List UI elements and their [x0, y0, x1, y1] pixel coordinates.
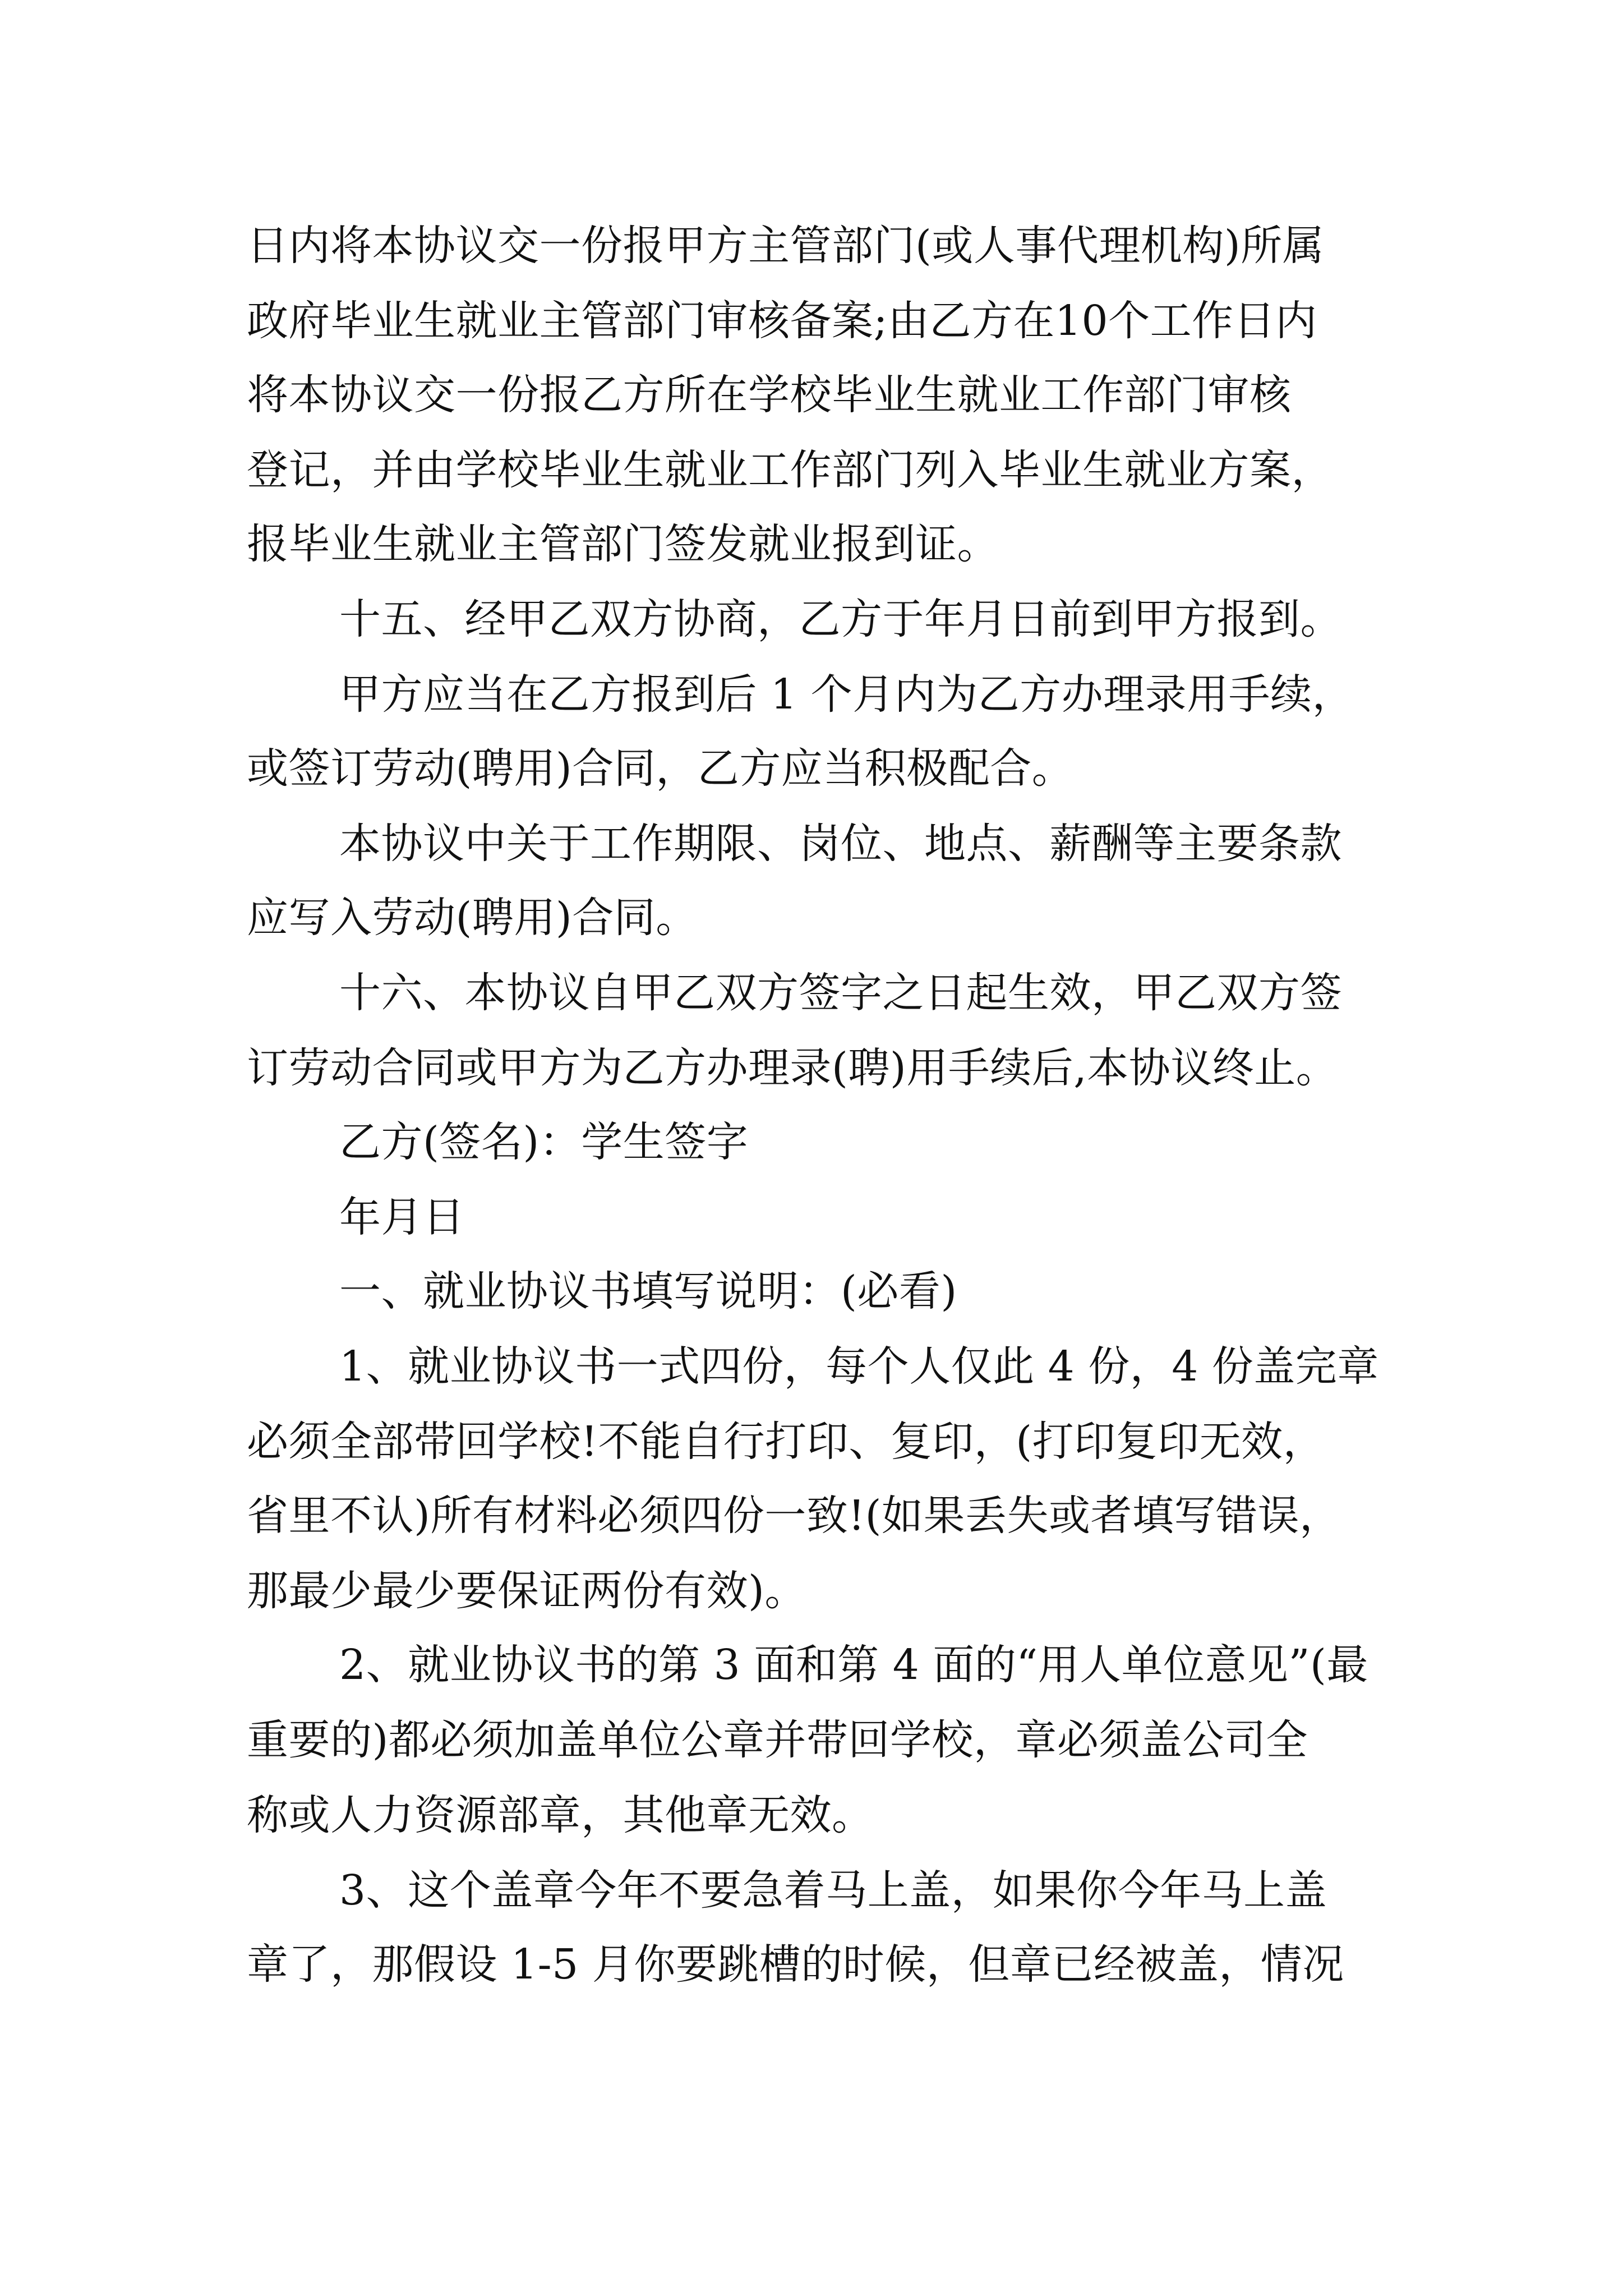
text-line: 十五、经甲乙双方协商，乙方于年月日前到甲方报到。	[339, 595, 1342, 643]
date-line: 年月日	[339, 1193, 465, 1241]
text-line: 省里不认)所有材料必须四份一致!(如果丢失或者填写错误，	[247, 1492, 1341, 1540]
text-line: 2、就业协议书的第 3 面和第 4 面的“用人单位意见”(最	[339, 1641, 1368, 1689]
text-line: 章了，那假设 1-5 月你要跳槽的时候，但章已经被盖，情况	[247, 1940, 1344, 1989]
text-line: 甲方应当在乙方报到后 1 个月内为乙方办理录用手续，	[339, 670, 1354, 719]
text-line: 政府毕业生就业主管部门审核备案;由乙方在10个工作日内	[247, 297, 1317, 345]
signature-line: 乙方(签名)：学生签字	[339, 1118, 749, 1166]
text-line: 应写入劳动(聘用)合同。	[247, 894, 698, 942]
text-line: 3、这个盖章今年不要急着马上盖，如果你今年马上盖	[339, 1866, 1327, 1915]
text-line: 报毕业生就业主管部门签发就业报到证。	[247, 520, 999, 568]
section-heading: 一、就业协议书填写说明：(必看)	[339, 1267, 957, 1315]
text-line: 那最少最少要保证两份有效)。	[247, 1567, 806, 1615]
text-line: 必须全部带回学校!不能自行打印、复印，(打印复印无效，	[247, 1418, 1325, 1466]
text-line: 重要的)都必须加盖单位公章并带回学校，章必须盖公司全	[247, 1716, 1308, 1764]
text-line: 1、就业协议书一式四份，每个人仅此 4 份，4 份盖完章	[339, 1342, 1379, 1391]
text-line: 登记，并由学校毕业生就业工作部门列入毕业生就业方案，	[247, 446, 1333, 494]
text-line: 订劳动合同或甲方为乙方办理录(聘)用手续后,本协议终止。	[247, 1044, 1338, 1092]
text-line: 本协议中关于工作期限、岗位、地点、薪酬等主要条款	[339, 820, 1342, 868]
text-line: 日内将本协议交一份报甲方主管部门(或人事代理机构)所属	[247, 222, 1325, 270]
text-line: 将本协议交一份报乙方所在学校毕业生就业工作部门审核	[247, 371, 1292, 419]
text-line: 十六、本协议自甲乙双方签字之日起生效，甲乙双方签	[339, 969, 1342, 1017]
text-line: 称或人力资源部章，其他章无效。	[247, 1791, 874, 1839]
text-line: 或签订劳动(聘用)合同，乙方应当积极配合。	[247, 744, 1074, 793]
